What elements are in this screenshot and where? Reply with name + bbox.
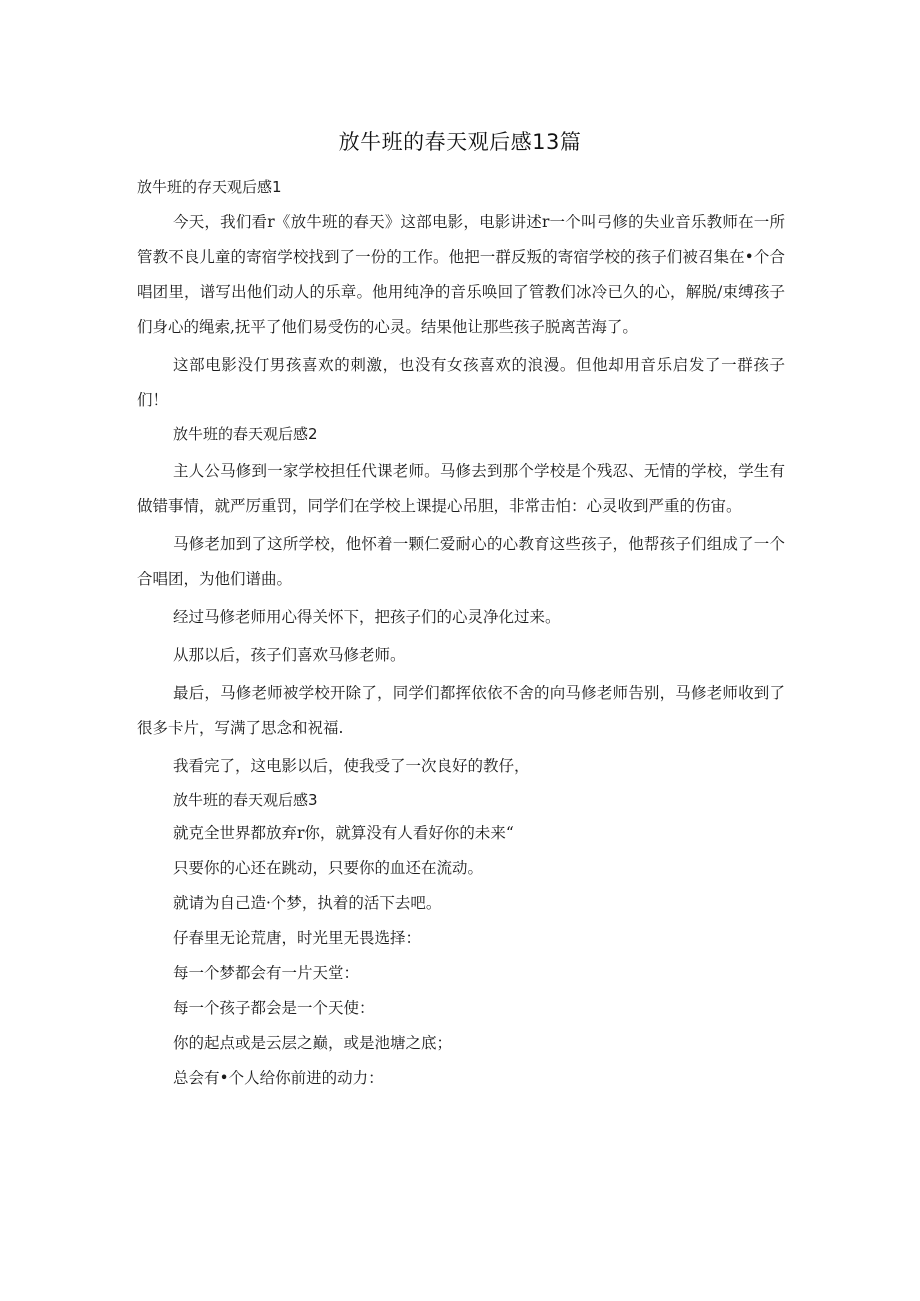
section-2: [137, 421, 785, 784]
poem-line: 你的起点或是云层之巅，或是池塘之底；: [173, 1034, 453, 1052]
section-1: [137, 174, 785, 418]
poem-line: 只要你的心还在跳动，只要你的血还在流动。: [173, 859, 484, 877]
poem-line: 每一个梦都会有一片天堂：: [173, 964, 360, 982]
section-heading: 放牛班的春天观后感2: [173, 425, 318, 443]
paragraph: 经过马修老师用心得关怀下，把孩子们的心灵净化过来。: [173, 608, 561, 626]
paragraph: 这部电影没仃男孩喜欢的刺激，也没有女孩喜欢的浪漫。但他却用音乐启发了一群孩子们！: [137, 356, 785, 409]
paragraph: 最后，马修老师被学校开除了，同学们都挥依依不舍的向马修老师告别，马修老师收到了很多卡片，写满了思念和祝福.: [137, 684, 785, 737]
section-3: [137, 787, 785, 1091]
paragraph: 主人公马修到一家学校担任代课老师。马修去到那个学校是个残忍、无情的学校，学生有做错事情，就严厉重罚，同学们在学校上课提心吊胆，非常击怕：心灵收到严重的伤宙。: [137, 462, 785, 515]
paragraph: 从那以后，孩子们喜欢马修老师。: [173, 646, 406, 664]
paragraph: 马修老加到了这所学校，他怀着一颗仁爱耐心的心教育这些孩子，他帮孩子们组成了一个合唱团，为他们谱曲。: [137, 535, 785, 588]
poem-line: 仔春里无论荒唐，时光里无畏选择：: [173, 929, 422, 947]
poem-line: 每一个孩子都会是一个天使：: [173, 999, 375, 1017]
poem-line: 总会有•个人给你前进的动力：: [173, 1069, 384, 1087]
paragraph: 今天，我们看r《放牛班的春天》这部电影，电影讲述r一个叫弓修的失业音乐教师在一所管教不良儿童的寄宿学校找到了一份的工作。他把一群反叛的寄宿学校的孩子们被召集在•个合唱团里，谱写出他们动人的乐章。他用纯净的音乐唤回了管教们冰冷已久的心，解脱/束缚孩子们身心的绳索,抚平了他们易受伤的心灵。结果他让那些孩子脱离苦海了。: [137, 213, 785, 336]
document-body: [137, 174, 785, 1100]
paragraph: 我看完了，这电影以后，使我受了一次良好的教仔，: [173, 757, 530, 775]
poem-line: 就克全世界都放弃r你，就算没有人看好你的未来“: [173, 824, 514, 842]
section-heading: 放牛班的春天观后感3: [173, 791, 318, 809]
document-title: 放牛班的春天观后感13篇: [338, 130, 582, 154]
section-heading: 放牛班的存天观后感1: [137, 178, 282, 196]
poem-line: 就请为自己造·个梦，执着的活下去吧。: [173, 894, 442, 912]
